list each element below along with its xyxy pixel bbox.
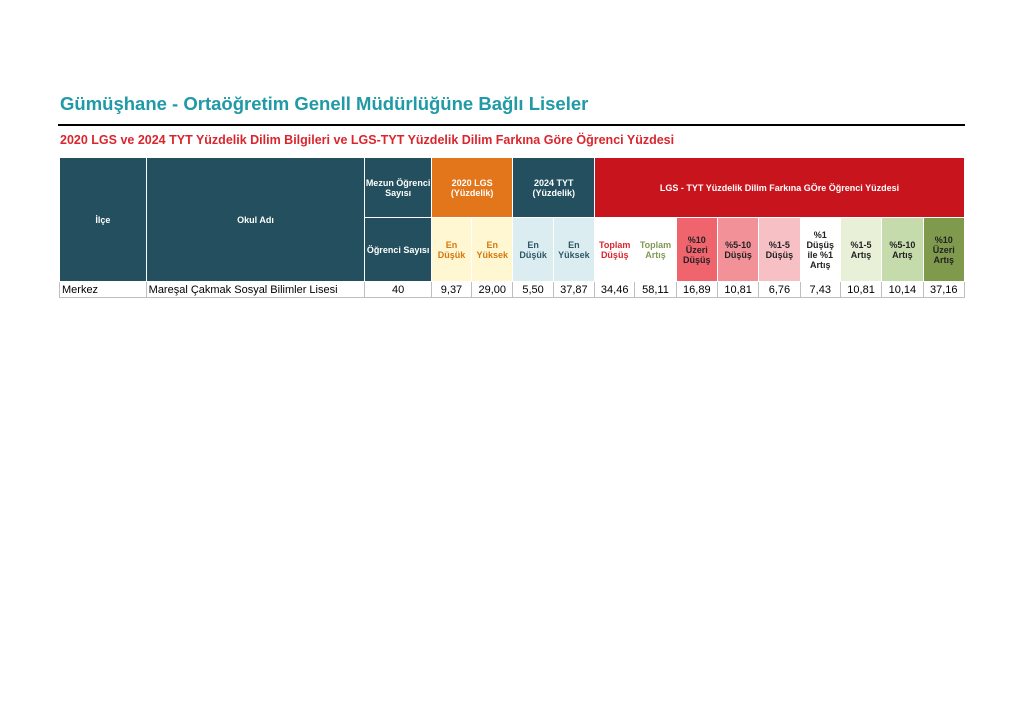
header-tyt-en-dusuk: En Düşük (513, 218, 553, 282)
header-ilce: İlçe (60, 158, 147, 282)
cell-okul-adi: Mareşal Çakmak Sosyal Bilimler Lisesi (146, 282, 365, 298)
cell-5-10-artis: 10,14 (882, 282, 923, 298)
header-okul-adi: Okul Adı (146, 158, 365, 282)
cell-10-uzeri-artis: 37,16 (923, 282, 964, 298)
header-2024-tyt: 2024 TYT (Yüzdelik) (513, 158, 595, 218)
cell-toplam-dusus: 34,46 (595, 282, 635, 298)
title-divider (58, 124, 965, 126)
cell-10-uzeri-dusus: 16,89 (676, 282, 717, 298)
header-5-10-artis: %5-10 Artış (882, 218, 923, 282)
cell-1-5-artis: 10,81 (840, 282, 881, 298)
cell-ogrenci-sayisi: 40 (365, 282, 432, 298)
table-subtitle: 2020 LGS ve 2024 TYT Yüzdelik Dilim Bilgileri ve LGS-TYT Yüzdelik Dilim Farkına Göre Öğrenci Yüzdesi (60, 133, 675, 147)
results-table (59, 157, 965, 298)
header-fark-group: LGS - TYT Yüzdelik Dilim Farkına GÖre Öğrenci Yüzdesi (595, 158, 965, 218)
header-1-5-artis: %1-5 Artış (840, 218, 881, 282)
header-mezun-ogrenci-sayisi: Mezun Öğrenci Sayısı (365, 158, 432, 218)
cell-5-10-dusus: 10,81 (717, 282, 758, 298)
header-2020-lgs: 2020 LGS (Yüzdelik) (431, 158, 513, 218)
cell-1-dusus-ile-1-artis: 7,43 (800, 282, 840, 298)
header-5-10-dusus: %5-10 Düşüş (717, 218, 758, 282)
cell-lgs-en-yuksek: 29,00 (472, 282, 513, 298)
header-tyt-en-yuksek: En Yüksek (553, 218, 594, 282)
cell-1-5-dusus: 6,76 (759, 282, 800, 298)
cell-ilce: Merkez (60, 282, 147, 298)
header-lgs-en-yuksek: En Yüksek (472, 218, 513, 282)
header-1-dusus-ile-1-artis: %1 Düşüş ile %1 Artış (800, 218, 840, 282)
page-title: Gümüşhane - Ortaöğretim Genell Müdürlüğüne Bağlı Liseler (60, 93, 589, 114)
header-ogrenci-sayisi: Öğrenci Sayısı (365, 218, 432, 282)
cell-lgs-en-dusuk: 9,37 (431, 282, 471, 298)
header-toplam-artis: Toplam Artış (635, 218, 676, 282)
cell-tyt-en-yuksek: 37,87 (553, 282, 594, 298)
header-toplam-dusus: Toplam Düşüş (595, 218, 635, 282)
header-10-uzeri-artis: %10 Üzeri Artış (923, 218, 964, 282)
header-10-uzeri-dusus: %10 Üzeri Düşüş (676, 218, 717, 282)
cell-toplam-artis: 58,11 (635, 282, 676, 298)
header-lgs-en-dusuk: En Düşük (431, 218, 471, 282)
table-row (60, 282, 965, 298)
header-1-5-dusus: %1-5 Düşüş (759, 218, 800, 282)
cell-tyt-en-dusuk: 5,50 (513, 282, 553, 298)
